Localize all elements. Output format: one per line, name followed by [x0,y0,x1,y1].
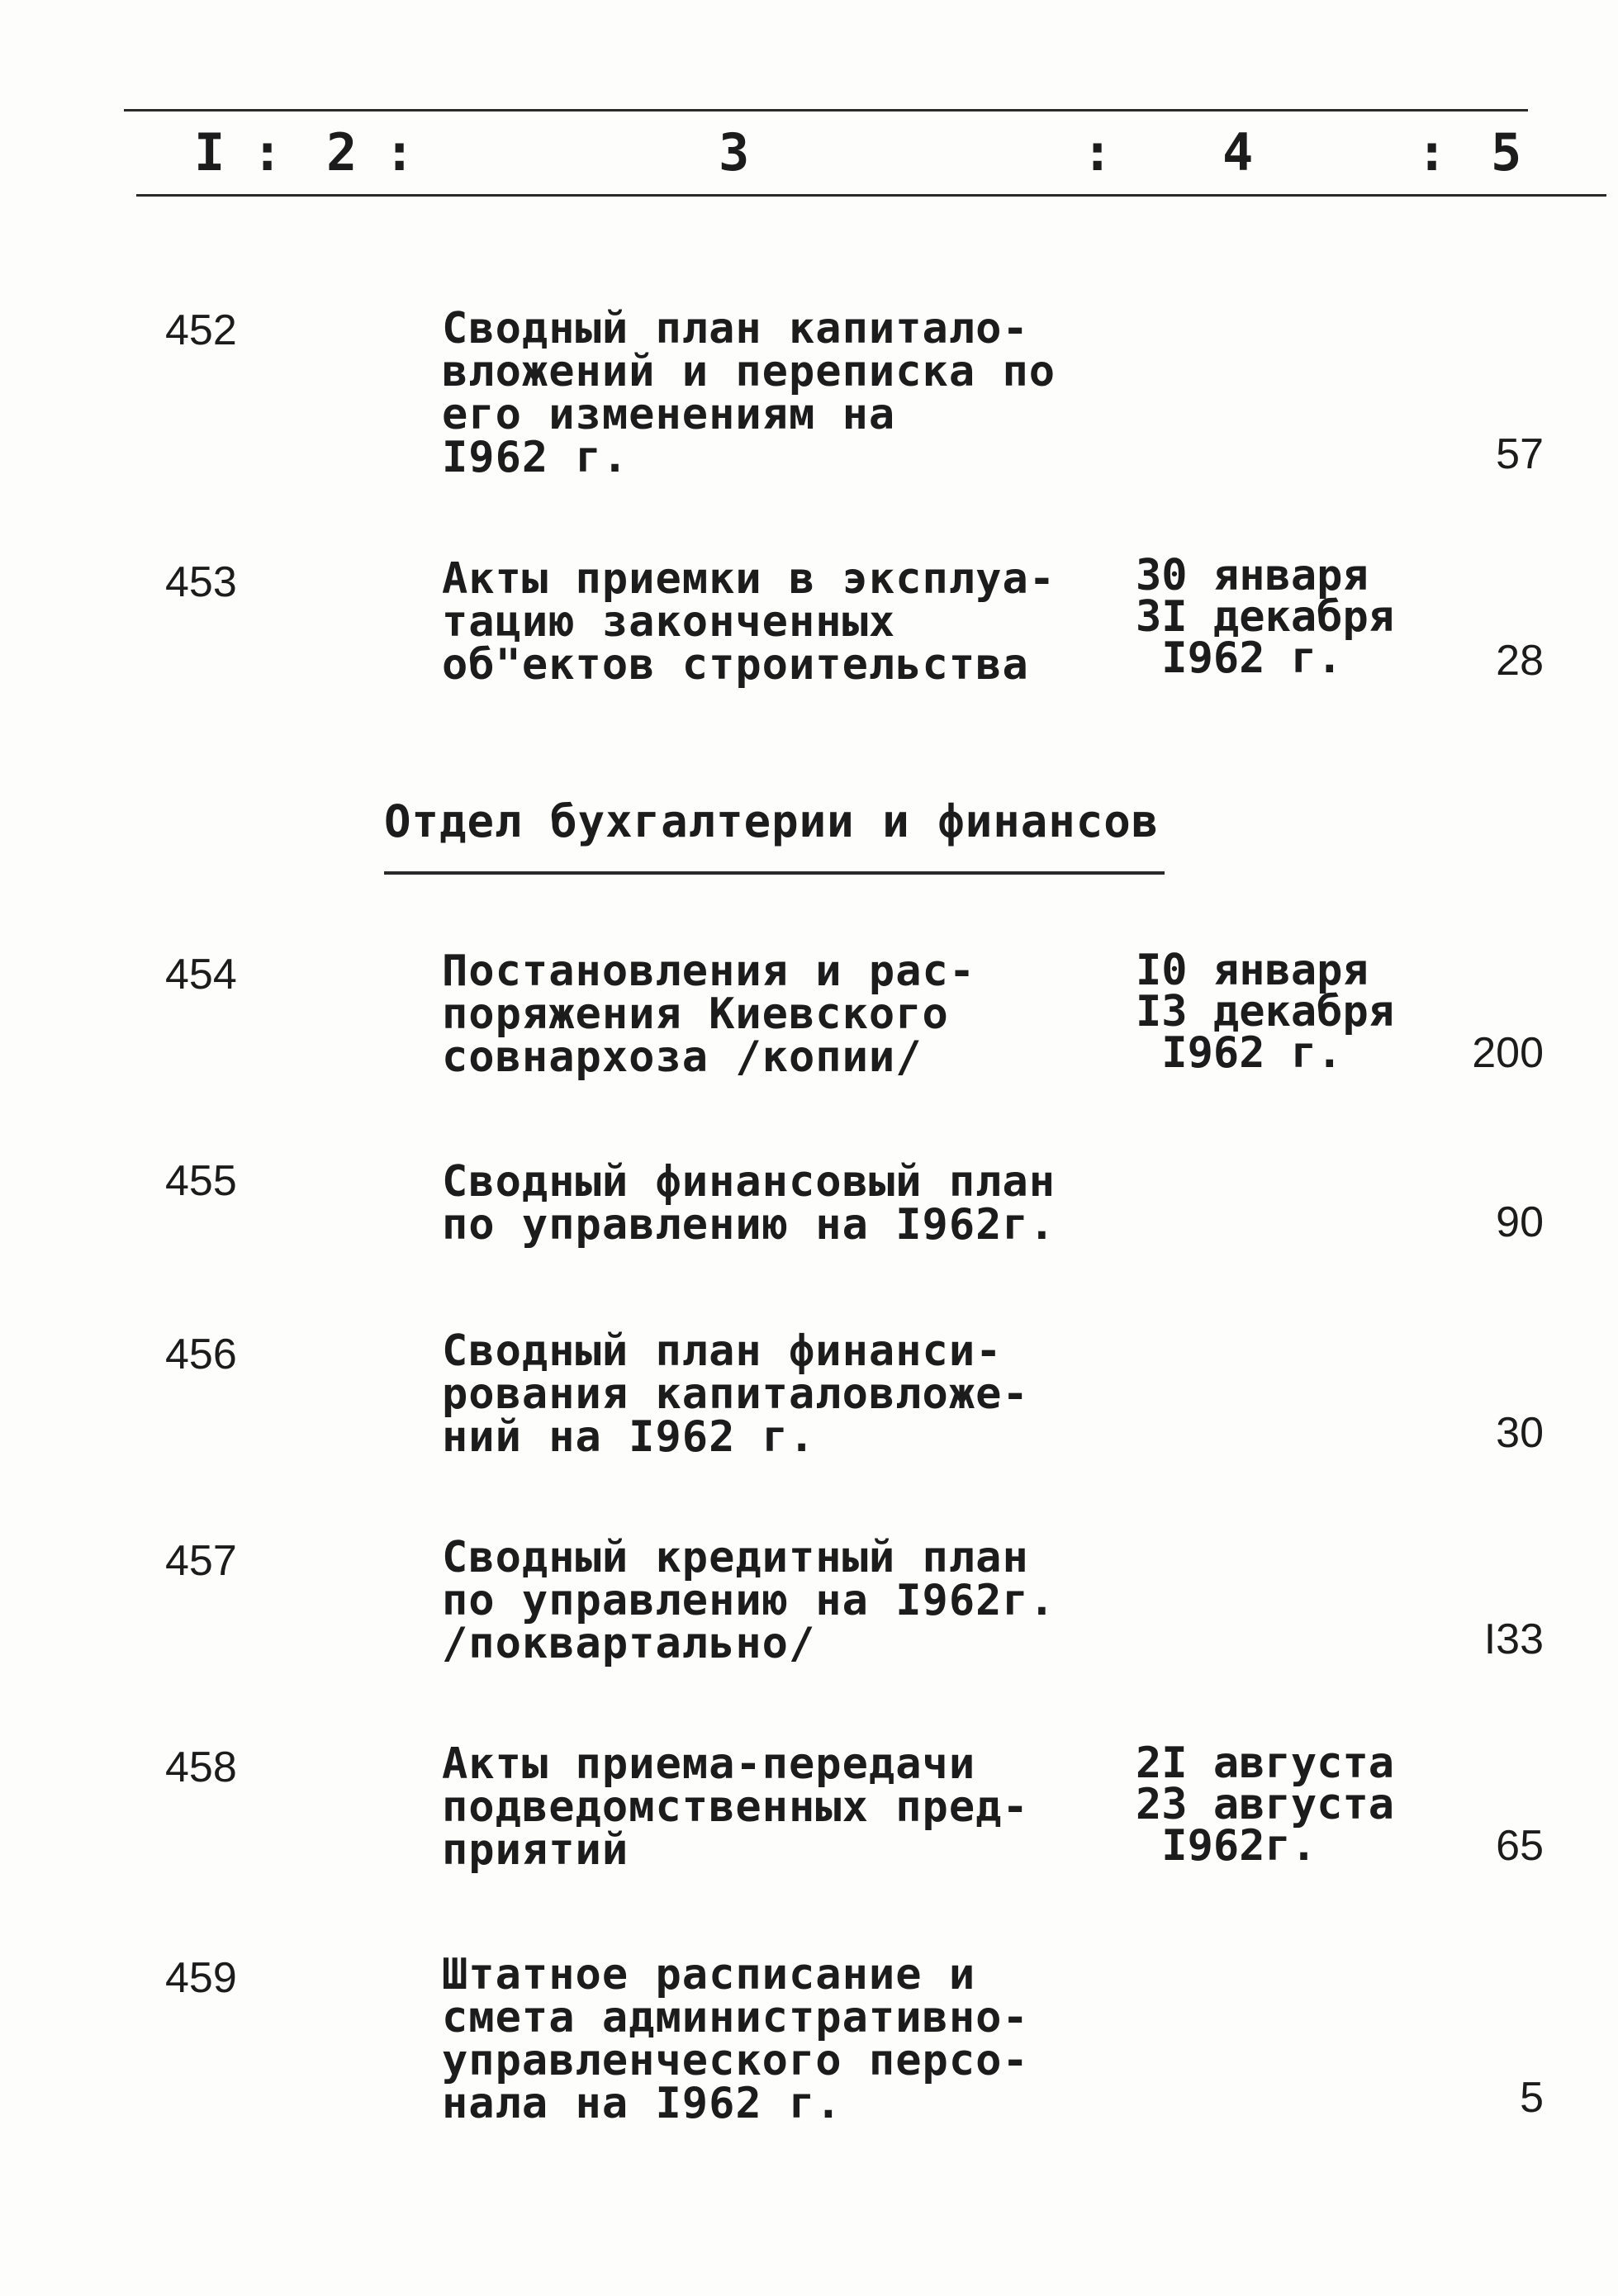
record-title-line: управленческого персо- [442,2036,1029,2085]
record-date-line: I3 декабря [1136,987,1395,1037]
record-title-line: /поквартально/ [442,1619,816,1668]
record-title [442,1157,1103,1250]
record-sheet-count: 65 [1496,1822,1544,1870]
column-header-5: 5 [1491,122,1522,183]
record-number: 459 [165,1954,237,2002]
column-separator: : [1082,122,1113,183]
record-title-line: Сводный план капитало- [442,304,1029,353]
record-title-line: совнархоза /копии/ [442,1032,923,1082]
record-title-line: Сводный план финанси- [442,1326,1003,1376]
record-title-line: тацию законченных [442,597,896,647]
record-title [442,1533,1103,1668]
record-title-line: по управлению на I962г. [442,1576,1056,1625]
record-date-line: 30 января [1136,551,1369,600]
column-header-3: 3 [719,122,750,183]
record-dates [1136,1739,1450,1871]
record-date-line: 23 августа [1136,1780,1395,1829]
record-title-line: подведомственных пред- [442,1782,1029,1832]
record-number: 452 [165,306,237,354]
record-title-line: Акты приемки в эксплуа- [442,554,1056,604]
record-title-line: I962 г. [442,433,629,482]
record-sheet-count: 200 [1472,1029,1544,1077]
record-number: 458 [165,1743,237,1791]
record-dates [1136,551,1450,683]
record-title-line: Постановления и рас- [442,946,976,996]
record-title [442,1326,1103,1462]
column-separator: : [384,122,415,183]
section-title: Отдел бухгалтерии и финансов [384,795,1160,847]
record-number: 457 [165,1537,237,1585]
record-number: 455 [165,1157,237,1205]
record-title [442,304,1103,482]
record-sheet-count: 30 [1496,1409,1544,1457]
record-date-line: I962 г. [1136,633,1343,683]
section-underline [384,871,1165,875]
record-title [442,1739,1103,1875]
record-number: 454 [165,951,237,999]
record-date-line: 2I августа [1136,1739,1395,1788]
record-sheet-count: 57 [1496,430,1544,478]
header-bottom-rule [136,194,1606,197]
column-header-4: 4 [1222,122,1254,183]
record-dates [1136,946,1450,1078]
record-title-line: по управлению на I962г. [442,1200,1056,1250]
column-header-1: I [194,122,225,183]
record-title-line: ний на I962 г. [442,1412,816,1462]
record-title-line: об"ектов строительства [442,640,1029,690]
record-date-line: I962 г. [1136,1028,1343,1078]
record-title [442,946,1103,1082]
record-sheet-count: 90 [1496,1198,1544,1246]
record-title-line: вложений и переписка по [442,347,1056,396]
record-title-line: Акты приема-передачи [442,1739,976,1789]
record-title [442,554,1103,690]
record-number: 453 [165,558,237,606]
record-title-line: приятий [442,1825,629,1875]
column-header-2: 2 [326,122,358,183]
column-separator: : [1416,122,1448,183]
record-sheet-count: 5 [1520,2074,1544,2122]
record-title-line: поряжения Киевского [442,989,949,1039]
record-number: 456 [165,1331,237,1378]
record-sheet-count: 28 [1496,637,1544,685]
record-title-line: нала на I962 г. [442,2079,842,2128]
record-title-line: рования капиталовложе- [442,1369,1029,1419]
header-top-rule [124,109,1528,111]
record-title-line: Сводный кредитный план [442,1533,1029,1582]
record-sheet-count: I33 [1483,1615,1544,1663]
record-title-line: смета административно- [442,1993,1029,2042]
record-date-line: I0 января [1136,946,1369,995]
column-separator: : [252,122,283,183]
record-title [442,1950,1103,2128]
record-title-line: Штатное расписание и [442,1950,976,2000]
record-title-line: его изменениям на [442,390,896,439]
record-date-line: I962г. [1136,1821,1317,1871]
record-date-line: 3I декабря [1136,592,1395,642]
record-title-line: Сводный финансовый план [442,1157,1056,1207]
